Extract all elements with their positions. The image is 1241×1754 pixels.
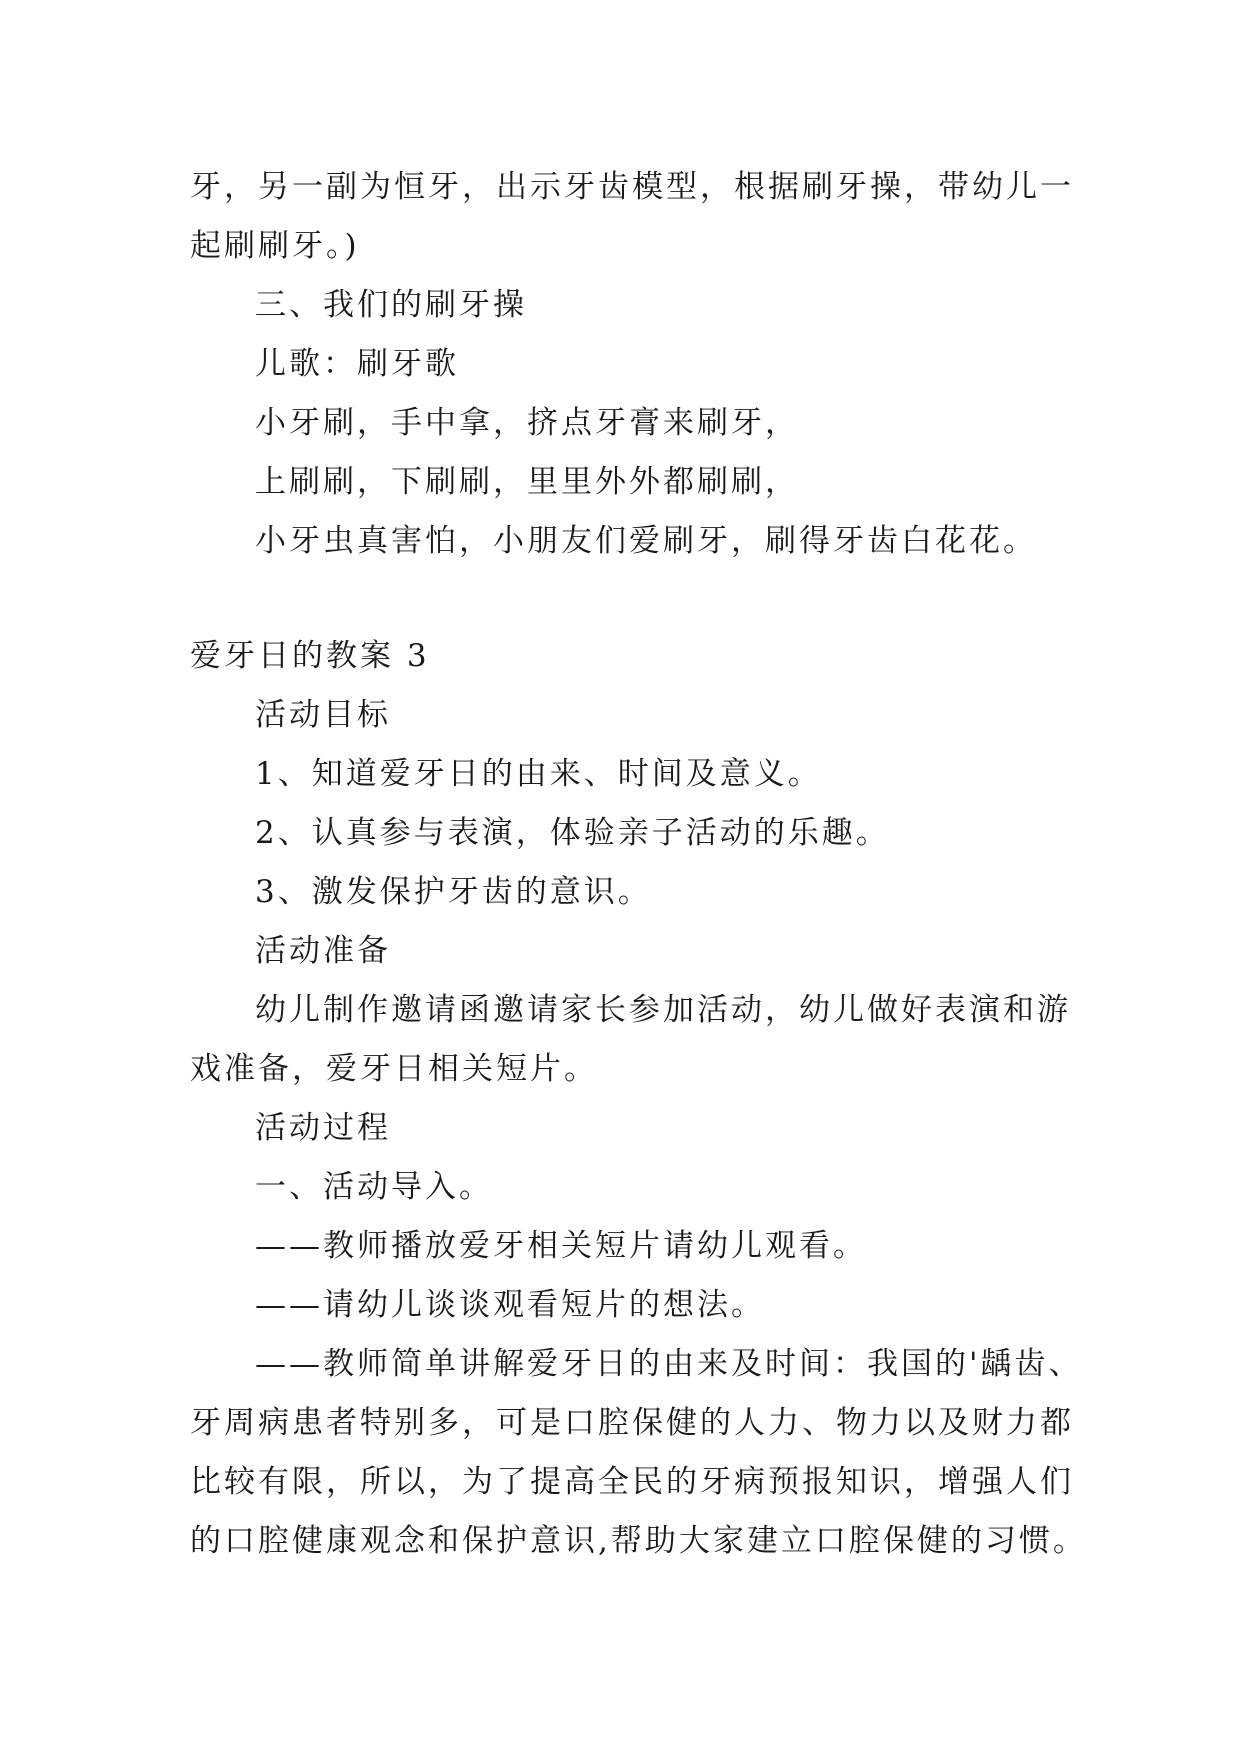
- paragraph-line: ——教师播放爱牙相关短片请幼儿观看。: [255, 1228, 867, 1264]
- section-heading: 活动准备: [255, 933, 391, 969]
- section-heading: 三、我们的刷牙操: [255, 287, 527, 323]
- paragraph-line: 牙，另一副为恒牙，出示牙齿模型，根据刷牙操，带幼儿一: [190, 169, 1074, 205]
- section-heading: 活动目标: [255, 697, 391, 733]
- paragraph-line: 比较有限，所以，为了提高全民的牙病预报知识，增强人们: [190, 1464, 1074, 1500]
- section-heading: 活动过程: [255, 1110, 391, 1146]
- paragraph-line: ——请幼儿谈谈观看短片的想法。: [255, 1287, 765, 1323]
- list-item: 3、激发保护牙齿的意识。: [255, 874, 652, 910]
- paragraph-line: ——教师简单讲解爱牙日的由来及时间：我国的'龋齿、: [255, 1346, 1083, 1382]
- paragraph-line: 戏准备，爱牙日相关短片。: [190, 1051, 598, 1087]
- song-title: 儿歌：刷牙歌: [255, 346, 459, 382]
- list-item: 1、知道爱牙日的由来、时间及意义。: [255, 756, 822, 792]
- paragraph-line: 起刷刷牙。): [190, 228, 360, 264]
- list-item: 2、认真参与表演，体验亲子活动的乐趣。: [255, 815, 890, 851]
- paragraph-line: 幼儿制作邀请函邀请家长参加活动，幼儿做好表演和游: [255, 992, 1071, 1028]
- song-line: 小牙虫真害怕，小朋友们爱刷牙，刷得牙齿白花花。: [255, 523, 1037, 559]
- song-line: 上刷刷，下刷刷，里里外外都刷刷，: [255, 464, 799, 500]
- paragraph-line: 牙周病患者特别多，可是口腔保健的人力、物力以及财力都: [190, 1405, 1074, 1441]
- subsection-heading: 一、活动导入。: [255, 1169, 493, 1205]
- song-line: 小牙刷，手中拿，挤点牙膏来刷牙，: [255, 405, 799, 441]
- lesson-title: 爱牙日的教案 3: [190, 638, 430, 674]
- paragraph-line: 的口腔健康观念和保护意识,帮助大家建立口腔保健的习惯。: [190, 1523, 1087, 1559]
